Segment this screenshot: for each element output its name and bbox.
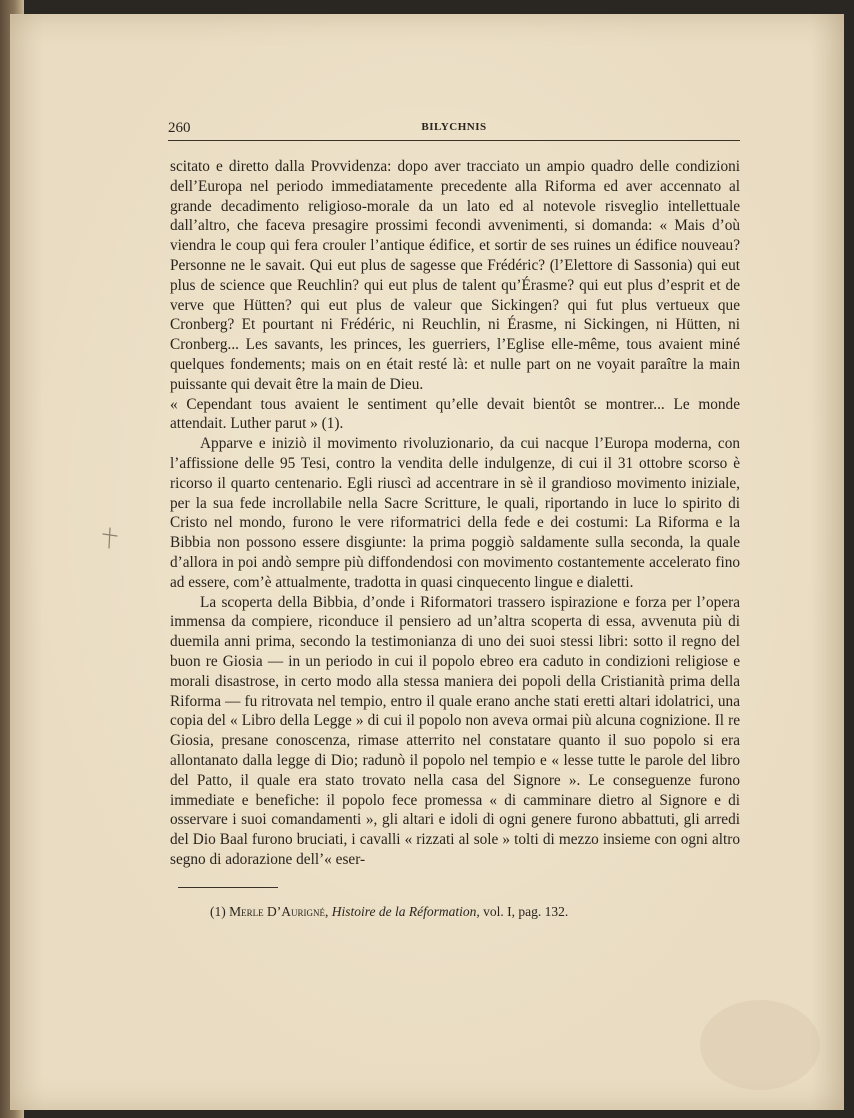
pencil-cross-mark-icon [100, 526, 120, 550]
footnote-rule [178, 887, 278, 888]
footnote-author: Merle D’Aurigné, [229, 904, 329, 919]
footnote-title: Histoire de la Réformation, [331, 904, 480, 919]
running-title: BILYCHNIS [421, 121, 487, 133]
paragraph-2: « Cependant tous avaient le sentiment qu’elle devait bientôt se montrer... Le monde attendait. Luther parut » (1). [170, 395, 740, 433]
paragraph-3: Apparve e iniziò il movimento rivoluzionario, da cui nacque l’Europa moderna, con l’affissione delle 95 Tesi, contro la vendita delle indulgenze, di cui il 31 ottobre scorso è ricorso il quarto centenario. Egli riuscì ad accentrare in sè il grandioso movimento iniziale, per la sua fede incrollabile nella Sacre Scritture, le quali, riportando in luce lo spirito di Cristo nel mondo, furono le vere riformatrici della fede e dei costumi: La Riforma e la Bibbia non possono essere disgiunte: la prima poggiò saldamente sulla seconda, la quale d’allora in poi andò sempre più diffondendosi con movimento costantemente accelerato fino ad essere, com’è attualmente, tradotta in quasi cinquecento lingue e dialetti. [170, 435, 740, 591]
page-header [168, 118, 740, 141]
paragraph-4: La scoperta della Bibbia, d’onde i Riformatori trassero ispirazione e forza per l’opera immensa da compiere, riconduce il pensiero ad un’altra scoperta di essa, avvenuta più di duemila anni prima, secondo la testimonianza di uno dei suoi stessi libri: sotto il regno del buon re Giosia — in un periodo in cui il popolo ebreo era caduto in condizioni religiose e morali disastrose, in certo modo alla stessa maniera dei popoli della Cristianità prima della Riforma — fu ritrovata nel tempio, entro il quale erano anche stati eretti altari idolatrici, una copia del « Libro della Legge » di cui il popolo non aveva ormai più alcuna cognizione. Il re Giosia, presane conoscenza, rimase atterrito nel constatare quanto il suo popolo si era allontanato dalla legge di Dio; radunò il popolo nel tempio e « lesse tutte le parole del libro del Patto, il quale era stato trovato nella casa del Signore ». Le conseguenze furono immediate e benefiche: il popolo fece promessa « di camminare dietro al Signore e di osservare i suoi comandamenti », gli altari e idoli di ogni genere furono abbattuti, gli arredi del Dio Baal furono bruciati, i cavalli « rizzati al sole » tolti di mezzo insieme con ogni altro segno di adorazione dell’« eser- [170, 593, 740, 868]
body-text [170, 157, 740, 870]
footnote-marker: (1) [210, 904, 226, 919]
footnote-ref: vol. I, pag. 132. [483, 904, 569, 919]
page-number: 260 [168, 120, 191, 136]
paper-stain [700, 1000, 820, 1090]
footnote [210, 904, 730, 920]
paragraph-1: scitato e diretto dalla Provvidenza: dopo aver tracciato un ampio quadro delle condizioni dell’Europa nel periodo immediatamente precedente alla Riforma ed aver accennato al grande decadimento religioso-morale da un lato ed al notevole risveglio intellettuale dall’altro, che faceva presagire prossimi fecondi avvenimenti, si domanda: « Mais d’où viendra le coup qui fera crouler l’antique édifice, et sortir de ses ruines un édifice nouveau? Personne ne le savait. Qui eut plus de sagesse que Frédéric? (l’Elettore di Sassonia) qui eut plus de science que Reuchlin? qui eut plus de talent qu’Érasme? qui eut plus d’esprit et de verve que Hütten? qui eut plus de valeur que Sickingen? qui fut plus vertueux que Cronberg? Et pourtant ni Frédéric, ni Reuchlin, ni Érasme, ni Sickingen, ni Hütten, ni Cronberg... Les savants, les princes, les guerriers, l’Eglise elle-même, tous avaient miné quelques fondements; mais on en était resté là: et nulle part on ne voyait paraître la main puissante qui devait être la main de Dieu. [170, 158, 740, 393]
